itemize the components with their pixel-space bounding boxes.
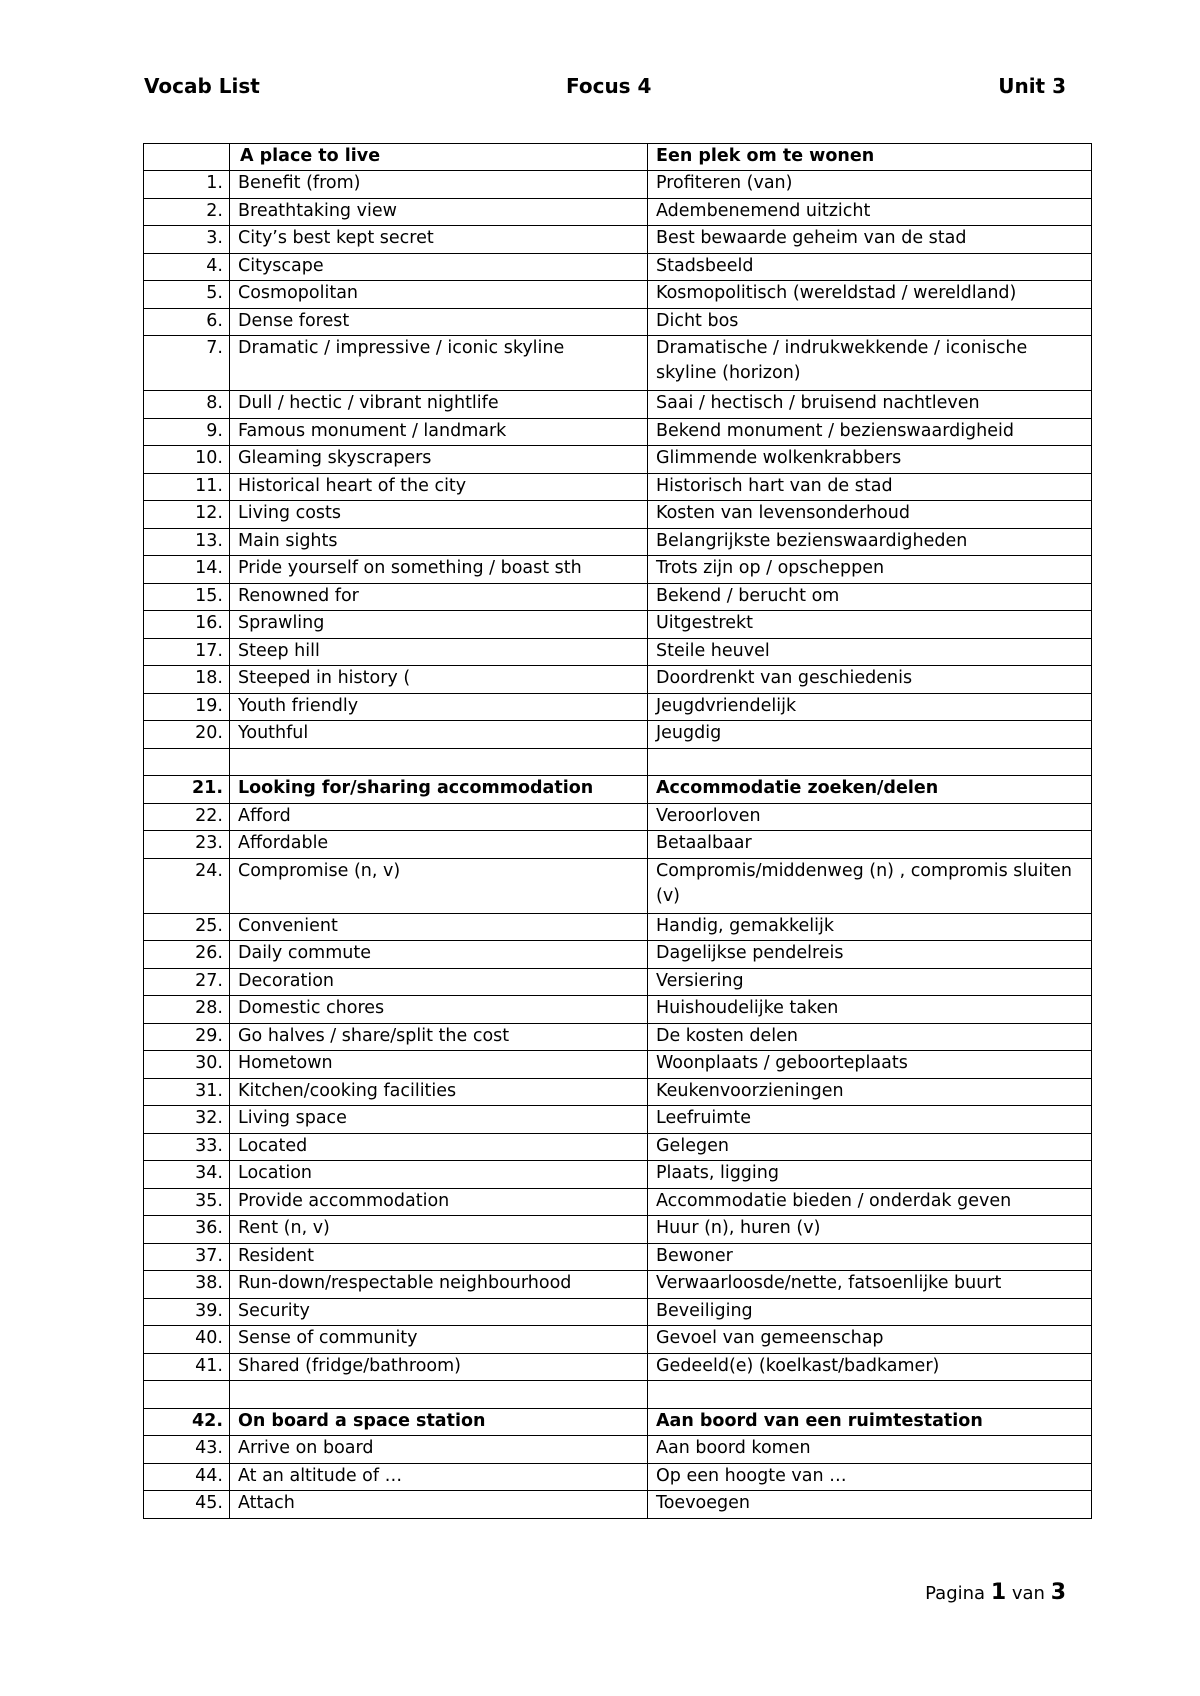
english-term: Pride yourself on something / boast sth — [230, 556, 648, 584]
row-number: 3. — [144, 226, 230, 254]
english-term: Youthful — [230, 721, 648, 749]
table-row — [144, 336, 1092, 391]
dutch-translation: Op een hoogte van … — [648, 1463, 1092, 1491]
row-number: 31. — [144, 1078, 230, 1106]
table-row — [144, 391, 1092, 419]
dutch-translation: Historisch hart van de stad — [648, 473, 1092, 501]
row-number: 39. — [144, 1298, 230, 1326]
footer-total-pages: 3 — [1050, 1580, 1066, 1605]
english-term: Renowned for — [230, 583, 648, 611]
row-number: 36. — [144, 1216, 230, 1244]
row-number: 34. — [144, 1161, 230, 1189]
row-number: 33. — [144, 1133, 230, 1161]
english-term: Security — [230, 1298, 648, 1326]
table-row — [144, 446, 1092, 474]
row-number: 23. — [144, 831, 230, 859]
dutch-translation: De kosten delen — [648, 1023, 1092, 1051]
english-term: At an altitude of … — [230, 1463, 648, 1491]
table-row — [144, 1298, 1092, 1326]
table-row — [144, 1463, 1092, 1491]
header-left-title: Vocab List — [144, 74, 260, 98]
table-row — [144, 1436, 1092, 1464]
table-row — [144, 638, 1092, 666]
dutch-translation: Plaats, ligging — [648, 1161, 1092, 1189]
row-number: 40. — [144, 1326, 230, 1354]
dutch-translation: Dicht bos — [648, 308, 1092, 336]
dutch-translation: Glimmende wolkenkrabbers — [648, 446, 1092, 474]
row-number: 22. — [144, 803, 230, 831]
english-term: Dull / hectic / vibrant nightlife — [230, 391, 648, 419]
row-number: 28. — [144, 996, 230, 1024]
dutch-translation: Dramatische / indrukwekkende / iconische skyline (horizon) — [648, 336, 1092, 391]
row-number: 43. — [144, 1436, 230, 1464]
footer-of: van — [1011, 1583, 1045, 1604]
english-term: Located — [230, 1133, 648, 1161]
english-term: Compromise (n, v) — [230, 858, 648, 913]
table-row — [144, 666, 1092, 694]
dutch-translation: Bekend monument / bezienswaardigheid — [648, 418, 1092, 446]
table-row — [144, 1051, 1092, 1079]
table-row — [144, 171, 1092, 199]
dutch-translation: Kosmopolitisch (wereldstad / wereldland) — [648, 281, 1092, 309]
dutch-translation: Doordrenkt van geschiedenis — [648, 666, 1092, 694]
dutch-translation: Huishoudelijke taken — [648, 996, 1092, 1024]
dutch-translation: Jeugdvriendelijk — [648, 693, 1092, 721]
dutch-translation: Beveiliging — [648, 1298, 1092, 1326]
dutch-translation: Dagelijkse pendelreis — [648, 941, 1092, 969]
dutch-translation: Aan boord van een ruimtestation — [648, 1408, 1092, 1436]
row-number: 30. — [144, 1051, 230, 1079]
row-number: 21. — [144, 776, 230, 804]
table-row — [144, 253, 1092, 281]
dutch-translation: Betaalbaar — [648, 831, 1092, 859]
row-number: 35. — [144, 1188, 230, 1216]
english-term: Breathtaking view — [230, 198, 648, 226]
row-number: 4. — [144, 253, 230, 281]
page-footer — [925, 1580, 1066, 1605]
dutch-translation: Leefruimte — [648, 1106, 1092, 1134]
row-number: 8. — [144, 391, 230, 419]
dutch-translation: Versiering — [648, 968, 1092, 996]
dutch-translation: Trots zijn op / opscheppen — [648, 556, 1092, 584]
english-term: Dramatic / impressive / iconic skyline — [230, 336, 648, 391]
table-row — [144, 1326, 1092, 1354]
english-term — [230, 1381, 648, 1409]
row-number: 24. — [144, 858, 230, 913]
english-term — [230, 748, 648, 776]
table-row — [144, 281, 1092, 309]
spacer-row — [144, 748, 1092, 776]
dutch-translation: Gevoel van gemeenschap — [648, 1326, 1092, 1354]
vocab-table-body — [144, 144, 1092, 1519]
english-term: Famous monument / landmark — [230, 418, 648, 446]
table-row — [144, 198, 1092, 226]
table-row — [144, 1161, 1092, 1189]
dutch-translation: Jeugdig — [648, 721, 1092, 749]
english-term: Hometown — [230, 1051, 648, 1079]
table-row — [144, 1133, 1092, 1161]
table-row — [144, 913, 1092, 941]
table-row — [144, 528, 1092, 556]
row-number: 12. — [144, 501, 230, 529]
row-number — [144, 748, 230, 776]
english-term: Living costs — [230, 501, 648, 529]
row-number: 10. — [144, 446, 230, 474]
english-term: Convenient — [230, 913, 648, 941]
header-cell-en: A place to live — [230, 144, 648, 171]
table-row — [144, 308, 1092, 336]
row-number: 26. — [144, 941, 230, 969]
row-number: 25. — [144, 913, 230, 941]
english-term: Benefit (from) — [230, 171, 648, 199]
table-row — [144, 831, 1092, 859]
header-right-title: Unit 3 — [998, 74, 1066, 98]
dutch-translation: Kosten van levensonderhoud — [648, 501, 1092, 529]
section-header-row — [144, 776, 1092, 804]
row-number: 41. — [144, 1353, 230, 1381]
row-number: 5. — [144, 281, 230, 309]
row-number: 29. — [144, 1023, 230, 1051]
table-row — [144, 1023, 1092, 1051]
table-row — [144, 1353, 1092, 1381]
dutch-translation — [648, 1381, 1092, 1409]
english-term: Go halves / share/split the cost — [230, 1023, 648, 1051]
dutch-translation: Verwaarloosde/nette, fatsoenlijke buurt — [648, 1271, 1092, 1299]
english-term: Steep hill — [230, 638, 648, 666]
english-term: Rent (n, v) — [230, 1216, 648, 1244]
english-term: On board a space station — [230, 1408, 648, 1436]
table-row — [144, 556, 1092, 584]
table-row — [144, 1216, 1092, 1244]
table-row — [144, 996, 1092, 1024]
row-number: 1. — [144, 171, 230, 199]
dutch-translation: Aan boord komen — [648, 1436, 1092, 1464]
row-number: 45. — [144, 1491, 230, 1519]
dutch-translation: Woonplaats / geboorteplaats — [648, 1051, 1092, 1079]
row-number: 6. — [144, 308, 230, 336]
english-term: City’s best kept secret — [230, 226, 648, 254]
dutch-translation: Saai / hectisch / bruisend nachtleven — [648, 391, 1092, 419]
english-term: Cosmopolitan — [230, 281, 648, 309]
table-row — [144, 473, 1092, 501]
row-number: 2. — [144, 198, 230, 226]
dutch-translation: Accommodatie zoeken/delen — [648, 776, 1092, 804]
header-cell-num — [144, 144, 230, 171]
spacer-row — [144, 1381, 1092, 1409]
dutch-translation: Accommodatie bieden / onderdak geven — [648, 1188, 1092, 1216]
english-term: Provide accommodation — [230, 1188, 648, 1216]
english-term: Sprawling — [230, 611, 648, 639]
row-number: 13. — [144, 528, 230, 556]
row-number: 38. — [144, 1271, 230, 1299]
dutch-translation: Uitgestrekt — [648, 611, 1092, 639]
row-number: 27. — [144, 968, 230, 996]
table-row — [144, 583, 1092, 611]
dutch-translation: Adembenemend uitzicht — [648, 198, 1092, 226]
table-row — [144, 611, 1092, 639]
english-term: Main sights — [230, 528, 648, 556]
table-row — [144, 418, 1092, 446]
table-row — [144, 693, 1092, 721]
english-term: Resident — [230, 1243, 648, 1271]
row-number: 20. — [144, 721, 230, 749]
english-term: Sense of community — [230, 1326, 648, 1354]
dutch-translation: Handig, gemakkelijk — [648, 913, 1092, 941]
row-number: 19. — [144, 693, 230, 721]
dutch-translation: Best bewaarde geheim van de stad — [648, 226, 1092, 254]
dutch-translation: Toevoegen — [648, 1491, 1092, 1519]
table-header-row — [144, 144, 1092, 171]
dutch-translation — [648, 748, 1092, 776]
table-row — [144, 1078, 1092, 1106]
row-number: 9. — [144, 418, 230, 446]
english-term: Dense forest — [230, 308, 648, 336]
english-term: Daily commute — [230, 941, 648, 969]
english-term: Run-down/respectable neighbourhood — [230, 1271, 648, 1299]
table-row — [144, 1188, 1092, 1216]
table-row — [144, 721, 1092, 749]
table-row — [144, 1491, 1092, 1519]
dutch-translation: Steile heuvel — [648, 638, 1092, 666]
header-cell-nl: Een plek om te wonen — [648, 144, 1092, 171]
vocab-table — [143, 143, 1092, 1519]
english-term: Historical heart of the city — [230, 473, 648, 501]
dutch-translation: Huur (n), huren (v) — [648, 1216, 1092, 1244]
row-number: 44. — [144, 1463, 230, 1491]
english-term: Afford — [230, 803, 648, 831]
english-term: Living space — [230, 1106, 648, 1134]
row-number: 7. — [144, 336, 230, 391]
table-row — [144, 1106, 1092, 1134]
table-row — [144, 1243, 1092, 1271]
dutch-translation: Belangrijkste bezienswaardigheden — [648, 528, 1092, 556]
table-row — [144, 858, 1092, 913]
row-number: 14. — [144, 556, 230, 584]
page-header — [144, 68, 1066, 104]
english-term: Attach — [230, 1491, 648, 1519]
table-row — [144, 226, 1092, 254]
english-term: Location — [230, 1161, 648, 1189]
dutch-translation: Compromis/middenweg (n) , compromis sluiten (v) — [648, 858, 1092, 913]
row-number: 15. — [144, 583, 230, 611]
row-number: 16. — [144, 611, 230, 639]
english-term: Arrive on board — [230, 1436, 648, 1464]
dutch-translation: Veroorloven — [648, 803, 1092, 831]
row-number: 11. — [144, 473, 230, 501]
dutch-translation: Keukenvoorzieningen — [648, 1078, 1092, 1106]
english-term: Decoration — [230, 968, 648, 996]
table-row — [144, 803, 1092, 831]
english-term: Kitchen/cooking facilities — [230, 1078, 648, 1106]
footer-label: Pagina — [925, 1583, 986, 1604]
row-number: 17. — [144, 638, 230, 666]
english-term: Looking for/sharing accommodation — [230, 776, 648, 804]
dutch-translation: Gedeeld(e) (koelkast/badkamer) — [648, 1353, 1092, 1381]
english-term: Cityscape — [230, 253, 648, 281]
row-number: 18. — [144, 666, 230, 694]
english-term: Affordable — [230, 831, 648, 859]
dutch-translation: Stadsbeeld — [648, 253, 1092, 281]
dutch-translation: Gelegen — [648, 1133, 1092, 1161]
english-term: Steeped in history ( — [230, 666, 648, 694]
dutch-translation: Profiteren (van) — [648, 171, 1092, 199]
table-row — [144, 1271, 1092, 1299]
section-header-row — [144, 1408, 1092, 1436]
row-number: 42. — [144, 1408, 230, 1436]
english-term: Gleaming skyscrapers — [230, 446, 648, 474]
table-row — [144, 941, 1092, 969]
row-number: 37. — [144, 1243, 230, 1271]
footer-page-number: 1 — [990, 1580, 1007, 1605]
english-term: Youth friendly — [230, 693, 648, 721]
english-term: Domestic chores — [230, 996, 648, 1024]
english-term: Shared (fridge/bathroom) — [230, 1353, 648, 1381]
table-row — [144, 968, 1092, 996]
row-number — [144, 1381, 230, 1409]
header-center-title: Focus 4 — [566, 74, 652, 98]
dutch-translation: Bekend / berucht om — [648, 583, 1092, 611]
dutch-translation: Bewoner — [648, 1243, 1092, 1271]
row-number: 32. — [144, 1106, 230, 1134]
table-row — [144, 501, 1092, 529]
